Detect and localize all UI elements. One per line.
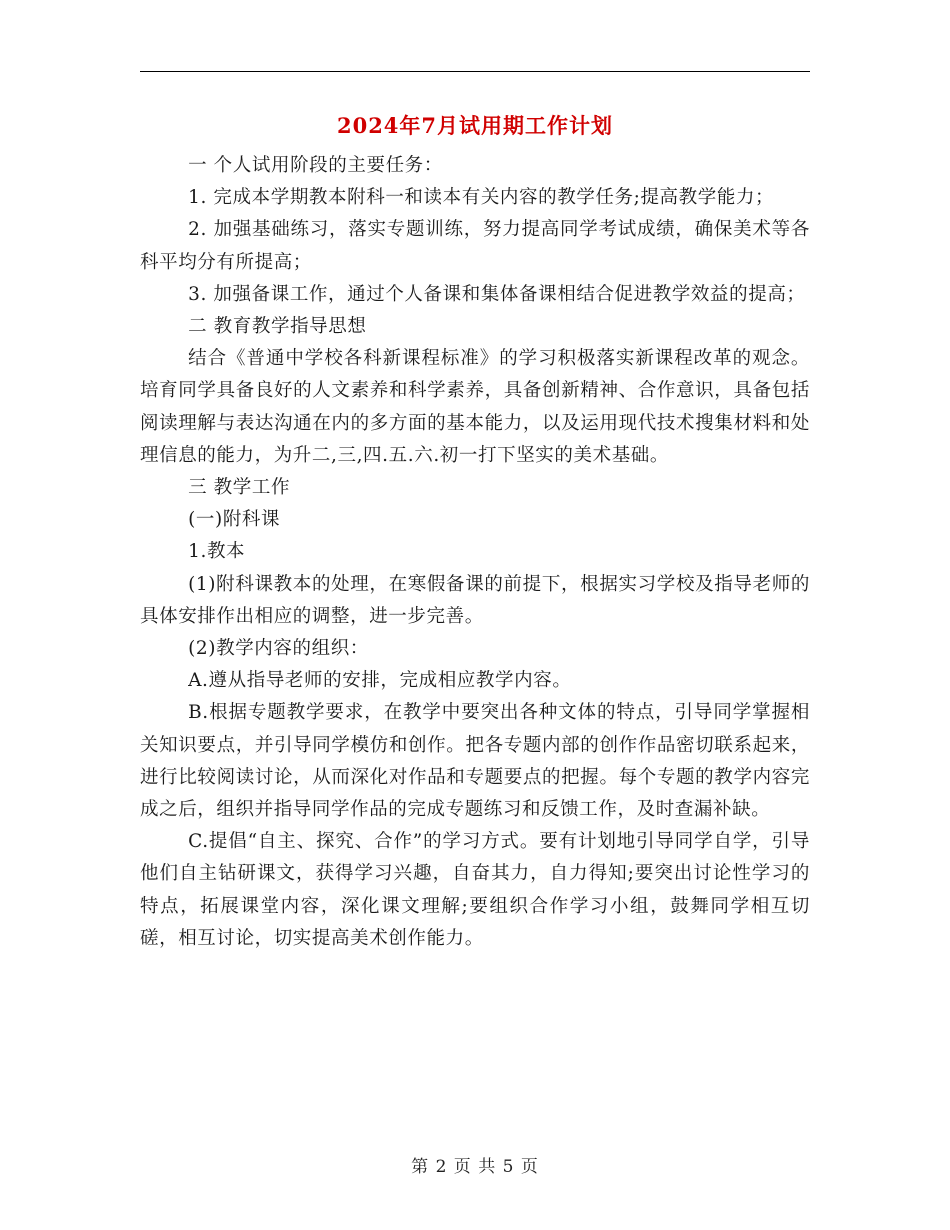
paragraph: C.提倡“自主、探究、合作”的学习方式。要有计划地引导同学自学，引导他们自主钻研课文，获得学习兴趣，自奋其力，自力得知;要突出讨论性学习的特点，拓展课堂内容，深化课文理解;要组织合作学习小组，鼓舞同学相互切磋，相互讨论，切实提高美术创作能力。	[140, 831, 810, 949]
section-heading: 二 教育教学指导思想	[188, 316, 367, 338]
subsection-heading: (一)附科课	[188, 509, 281, 531]
paragraph: A.遵从指导老师的安排，完成相应教学内容。	[188, 670, 572, 692]
paragraph: 2. 加强基础练习，落实专题训练，努力提高同学考试成绩，确保美术等各科平均分有所提高；	[140, 219, 810, 273]
header-rule	[140, 71, 810, 72]
document-title: 2024年7月试用期工作计划	[336, 113, 614, 138]
subsection-heading: 1.教本	[188, 541, 246, 563]
paragraph: 1. 完成本学期教本附科一和读本有关内容的教学任务;提高教学能力；	[188, 187, 775, 209]
paragraph: 3. 加强备课工作，通过个人备课和集体备课相结合促进教学效益的提高；	[188, 283, 806, 305]
paragraph: 结合《普通中学校各科新课程标准》的学习积极落实新课程改革的观念。培育同学具备良好的人文素养和科学素养，具备创新精神、合作意识，具备包括阅读理解与表达沟通在内的多方面的基本能力，以及运用现代技术搜集材料和处理信息的能力，为升二,三,四.五.六.初一打下坚实的美术基础。	[140, 348, 810, 466]
paragraph: (2)教学内容的组织：	[188, 638, 369, 660]
paragraph: (1)附科课教本的处理，在寒假备课的前提下，根据实习学校及指导老师的具体安排作出相应的调整，进一步完善。	[140, 573, 810, 627]
page-number: 第 2 页 共 5 页	[411, 1157, 539, 1177]
section-heading: 一 个人试用阶段的主要任务：	[188, 155, 443, 176]
section-heading: 三 教学工作	[188, 477, 291, 499]
document-body	[140, 150, 810, 955]
paragraph: B.根据专题教学要求，在教学中要突出各种文体的特点，引导同学掌握相关知识要点，并引导同学模仿和创作。把各专题内部的创作作品密切联系起来，进行比较阅读讨论，从而深化对作品和专题要点的把握。每个专题的教学内容完成之后，组织并指导同学作品的完成专题练习和反馈工作，及时查漏补缺。	[140, 702, 810, 821]
